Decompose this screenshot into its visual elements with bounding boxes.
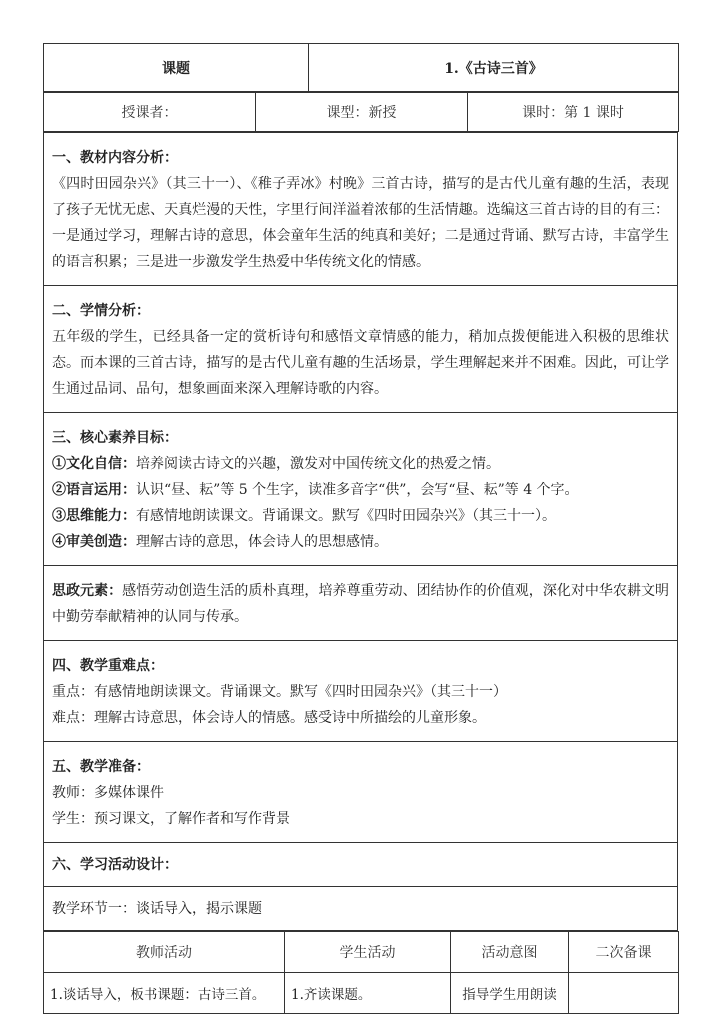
col-header-teacher: 教师活动	[44, 932, 285, 973]
student-activity-cell: 1.齐读课题。	[285, 973, 451, 1014]
goal-item	[52, 529, 669, 555]
content-table	[43, 132, 678, 931]
section-4	[44, 641, 678, 742]
ideology-text: 感悟劳动创造生活的质朴真理，培养尊重劳动、团结协作的价值观，深化对中华农耕文明中勤劳奉献精神的认同与传承。	[52, 583, 670, 625]
section-3-heading: 三、核心素养目标：	[52, 430, 178, 446]
section-1-row	[44, 133, 678, 286]
teacher-label: 授课者：	[44, 93, 256, 132]
difficulty-point: 难点：理解古诗意思，体会诗人的情感。感受诗中所描绘的儿童形象。	[52, 710, 486, 726]
col-header-student: 学生活动	[285, 932, 451, 973]
col-header-revision: 二次备课	[569, 932, 679, 973]
stage-1-text: 教学环节一：谈话导入，揭示课题	[52, 901, 262, 917]
intent-cell: 指导学生用朗读	[451, 973, 569, 1014]
col-header-intent: 活动意图	[451, 932, 569, 973]
goal-text: 培养阅读古诗文的兴趣，激发对中国传统文化的热爱之情。	[136, 456, 500, 472]
title-label: 课题	[44, 44, 309, 92]
goal-text: 理解古诗的意思，体会诗人的思想感情。	[136, 534, 388, 550]
section-4-heading: 四、教学重难点：	[52, 658, 164, 674]
section-5-heading: 五、教学准备：	[52, 759, 150, 775]
stage-1	[44, 887, 678, 931]
section-2	[44, 286, 678, 413]
goal-label: ①文化自信：	[52, 456, 136, 472]
goal-item	[52, 451, 669, 477]
section-4-row	[44, 641, 678, 742]
section-5-row	[44, 742, 678, 843]
section-2-heading: 二、学情分析：	[52, 303, 150, 319]
key-point: 重点：有感情地朗读课文。背诵课文。默写《四时田园杂兴》（其三十一）	[52, 684, 507, 700]
lesson-plan-table	[43, 43, 679, 92]
lesson-period: 课时：第 1 课时	[468, 93, 679, 132]
stage-1-row	[44, 887, 678, 931]
goal-item	[52, 477, 669, 503]
info-row	[44, 93, 679, 132]
goal-label: ③思维能力：	[52, 508, 136, 524]
goal-label: ②语言运用：	[52, 482, 136, 498]
section-1	[44, 133, 678, 286]
lesson-type: 课型：新授	[256, 93, 468, 132]
section-1-heading: 一、教材内容分析：	[52, 150, 178, 166]
ideology-label: 思政元素：	[52, 583, 123, 599]
teacher-activity-cell: 1.谈话导入，板书课题：古诗三首。	[44, 973, 285, 1014]
section-5	[44, 742, 678, 843]
section-3	[44, 413, 678, 566]
info-table	[43, 92, 679, 132]
section-6	[44, 843, 678, 887]
lesson-plan	[43, 43, 678, 1014]
goal-item	[52, 503, 669, 529]
section-2-row	[44, 286, 678, 413]
teacher-prep: 教师：多媒体课件	[52, 785, 164, 801]
goal-text: 认识“昼、耘”等 5 个生字，读准多音字“供”，会写“昼、耘”等 4 个字。	[136, 482, 579, 498]
section-ideology-row	[44, 566, 678, 641]
activity-table	[43, 931, 679, 1014]
activity-header-row	[44, 932, 679, 973]
ideology-paragraph	[52, 578, 669, 630]
section-3-row	[44, 413, 678, 566]
section-1-text: 《四时田园杂兴》（其三十一）、《稚子弄冰》村晚》三首古诗，描写的是古代儿童有趣的生活，表现了孩子无忧无虑、天真烂漫的天性，字里行间洋溢着浓郁的生活情趣。选编这三首古诗的目的有三：一是通过学习，理解古诗的意思，体会童年生活的纯真和美好；二是通过背诵、默写古诗，丰富学生的语言积累；三是进一步激发学生热爱中华传统文化的情感。	[52, 176, 669, 270]
goal-label: ④审美创造：	[52, 534, 136, 550]
section-2-text: 五年级的学生，已经具备一定的赏析诗句和感悟文章情感的能力，稍加点拨便能进入积极的思维状态。而本课的三首古诗，描写的是古代儿童有趣的生活场景，学生理解起来并不困难。因此，可让学生通过品词、品句，想象画面来深入理解诗歌的内容。	[52, 329, 669, 397]
title-row	[44, 44, 679, 92]
table-row	[44, 973, 679, 1014]
revision-cell	[569, 973, 679, 1014]
goal-text: 有感情地朗读课文。背诵课文。默写《四时田园杂兴》（其三十一）。	[136, 508, 556, 524]
section-6-row	[44, 843, 678, 887]
student-prep: 学生：预习课文，了解作者和写作背景	[52, 811, 290, 827]
title-value: 1.《古诗三首》	[309, 44, 679, 92]
section-6-heading: 六、学习活动设计：	[52, 857, 178, 873]
section-ideology	[44, 566, 678, 641]
